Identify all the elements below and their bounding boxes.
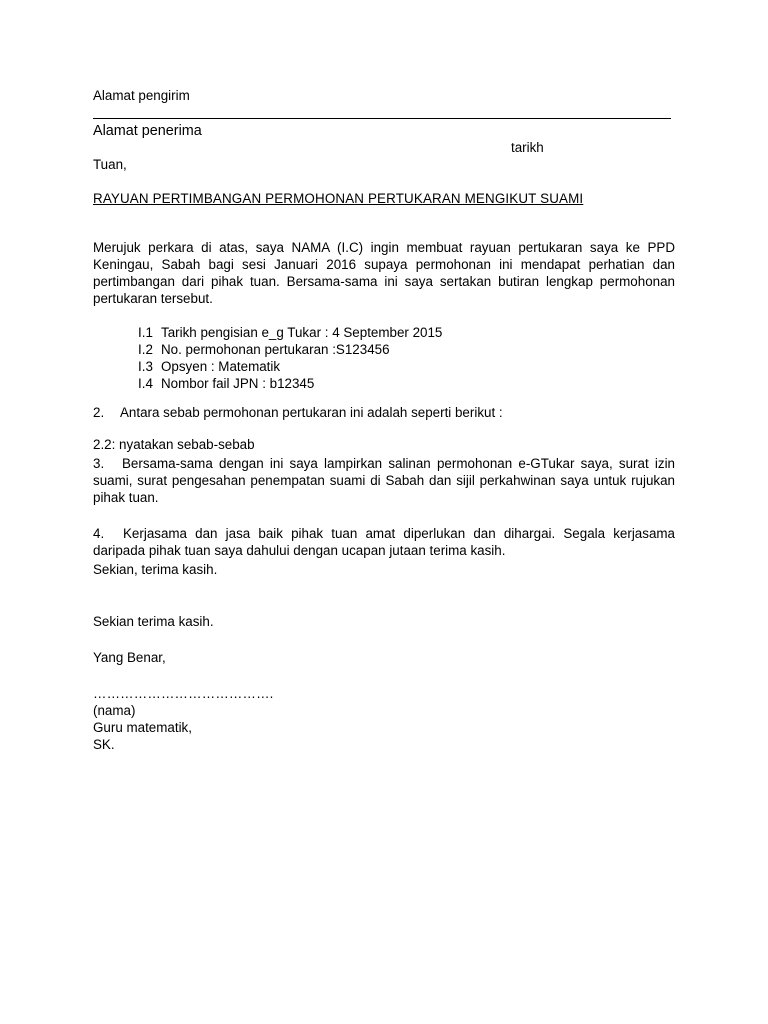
list-item-text: Nombor fail JPN : b12345 xyxy=(161,376,315,391)
receiver-address: Alamat penerima xyxy=(93,123,202,139)
paragraph-2 xyxy=(93,404,675,421)
paragraph-1: Merujuk perkara di atas, saya NAMA (I.C) ingin membuat rayuan pertukaran saya ke PPD Keningau, Sabah bagi sesi Januari 2016 supaya permohonan ini mendapat perhatian dan pertimbangan dari pihak tuan. Bersama-sama ini saya sertakan butiran lengkap permohonan pertukaran tersebut. xyxy=(93,240,675,306)
list-item-text: No. permohonan pertukaran :S123456 xyxy=(161,342,390,357)
list-item-number: I.2 xyxy=(138,342,153,357)
paragraph-number: 3. xyxy=(93,456,105,471)
closing-line-2: Sekian terima kasih. xyxy=(93,614,214,629)
details-list xyxy=(138,324,442,392)
list-item-text: Tarikh pengisian e_g Tukar : 4 September 2015 xyxy=(161,325,443,340)
paragraph-text: Kerjasama dan jasa baik pihak tuan amat diperlukan dan dihargai. Segala kerjasama daripada pihak tuan saya dahului dengan ucapan jutaan terima kasih. xyxy=(93,526,675,558)
paragraph-3 xyxy=(93,455,675,506)
paragraph-text: Bersama-sama dengan ini saya lampirkan salinan permohonan e-GTukar saya, surat izin suami, surat pengesahan penempatan suami di Sabah dan sijil perkahwinan saya untuk rujukan pihak tuan. xyxy=(93,456,675,505)
list-item-number: I.3 xyxy=(138,359,153,374)
paragraph-number: 2. xyxy=(93,405,105,420)
yours-truly: Yang Benar, xyxy=(93,650,166,665)
sub-point-2-2: 2.2: nyatakan sebab-sebab xyxy=(93,437,255,452)
signer-role: Guru matematik, xyxy=(93,720,192,735)
letter-subject: RAYUAN PERTIMBANGAN PERMOHONAN PERTUKARAN MENGIKUT SUAMI xyxy=(93,191,584,206)
signature-line: …………………………………. xyxy=(93,686,274,701)
list-item-text: Opsyen : Matematik xyxy=(161,359,281,374)
paragraph-text: Antara sebab permohonan pertukaran ini adalah seperti berikut : xyxy=(120,405,503,420)
closing-line: Sekian, terima kasih. xyxy=(93,562,218,577)
salutation: Tuan, xyxy=(93,157,127,172)
list-item-number: I.1 xyxy=(138,325,153,340)
signer-name: (nama) xyxy=(93,703,136,718)
list-item xyxy=(138,341,442,358)
sender-address: Alamat pengirim xyxy=(93,88,190,103)
paragraph-4 xyxy=(93,525,675,559)
address-divider xyxy=(93,118,671,119)
signer-school: SK. xyxy=(93,737,115,752)
paragraph-number: 4. xyxy=(93,526,105,541)
list-item xyxy=(138,358,442,375)
letter-date: tarikh xyxy=(511,140,544,155)
list-item xyxy=(138,324,442,341)
list-item-number: I.4 xyxy=(138,376,153,391)
list-item xyxy=(138,375,442,392)
